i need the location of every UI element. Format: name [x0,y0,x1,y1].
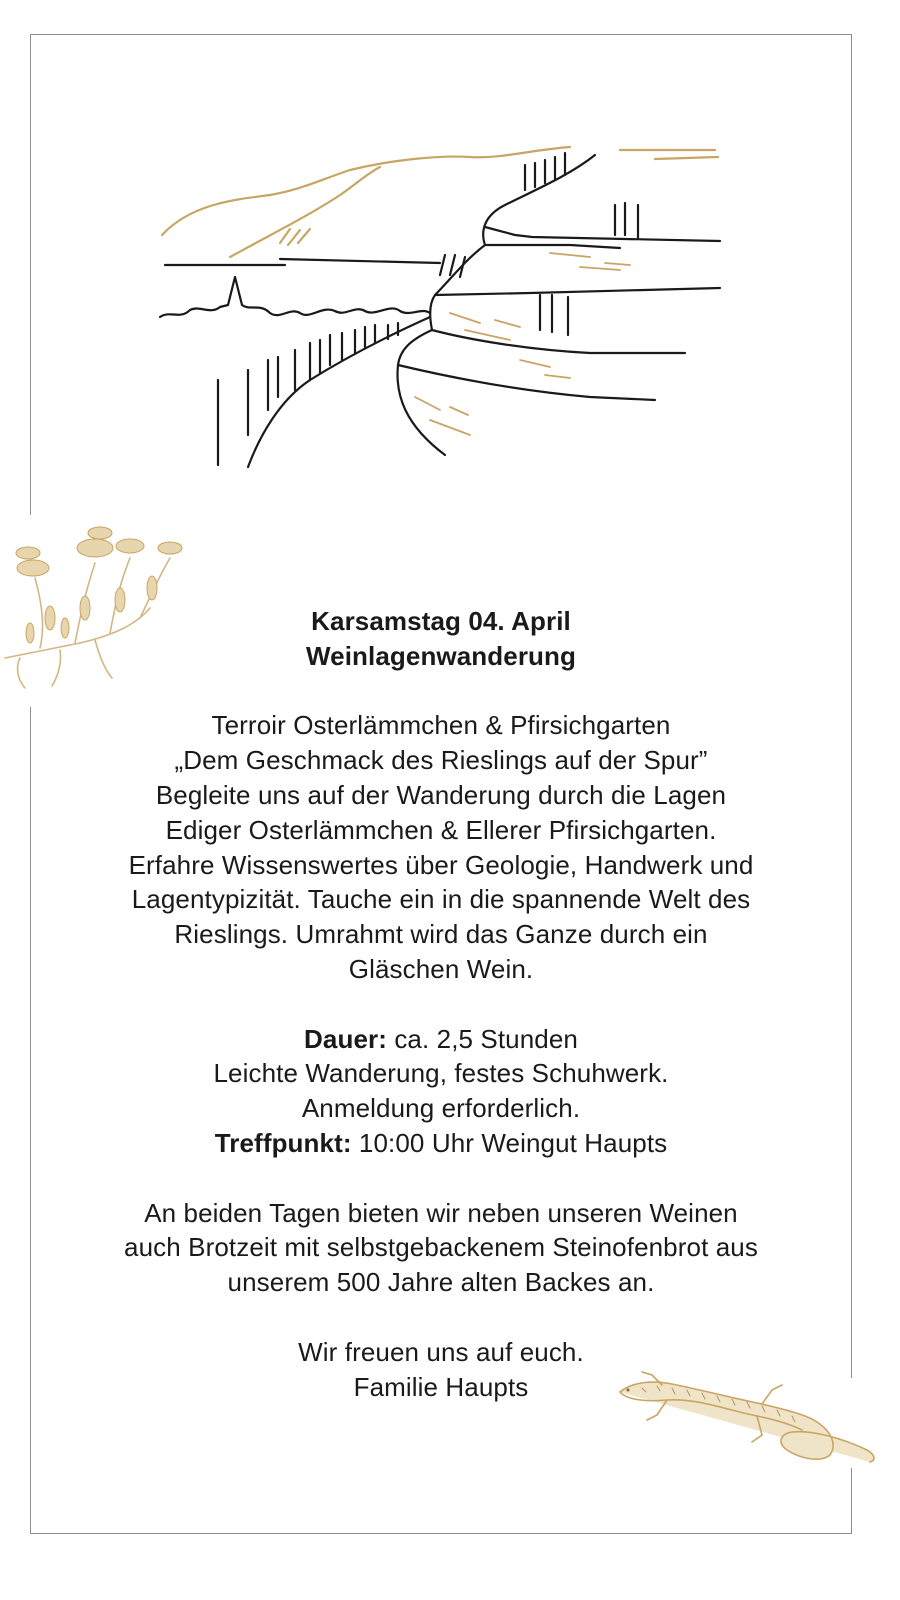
closing-line: Wir freuen uns auf euch. [298,1336,584,1367]
invitation-text [60,604,822,1404]
food-line: unserem 500 Jahre alten Backes an. [227,1267,655,1298]
description-line: Ediger Osterlämmchen & Ellerer Pfirsichgarten. [165,814,717,845]
food-line: An beiden Tagen bieten wir neben unseren Weinen [144,1197,738,1228]
hike-line: Leichte Wanderung, festes Schuhwerk. [213,1058,669,1089]
description-line: Gläschen Wein. [348,953,534,984]
meeting-line [60,1126,822,1161]
signature: Familie Haupts [353,1371,529,1402]
food-line: auch Brotzeit mit selbstgebackenem Steinofenbrot aus [124,1232,758,1263]
meeting-label: Treffpunkt: [214,1127,352,1158]
duration-value: ca. 2,5 Stunden [387,1023,578,1054]
event-title: Weinlagenwanderung [305,640,576,671]
description-line: „Dem Geschmack des Rieslings auf der Spur” [174,745,708,776]
description-line: Erfahre Wissenswertes über Geologie, Handwerk und [128,849,754,880]
description-line: Rieslings. Umrahmt wird das Ganze durch ein [174,919,708,950]
duration-label: Dauer: [304,1023,387,1054]
event-date: Karsamstag 04. April [311,606,571,636]
duration-line [60,1022,822,1057]
description-line: Terroir Osterlämmchen & Pfirsichgarten [211,710,671,741]
registration-line: Anmeldung erforderlich. [301,1093,581,1124]
vineyard-terraces-icon [150,135,740,480]
description-line: Begleite uns auf der Wanderung durch die Lagen [155,779,727,810]
description-line: Lagentypizität. Tauche ein in die spannende Welt des [131,884,751,915]
meeting-value: 10:00 Uhr Weingut Haupts [351,1127,668,1158]
